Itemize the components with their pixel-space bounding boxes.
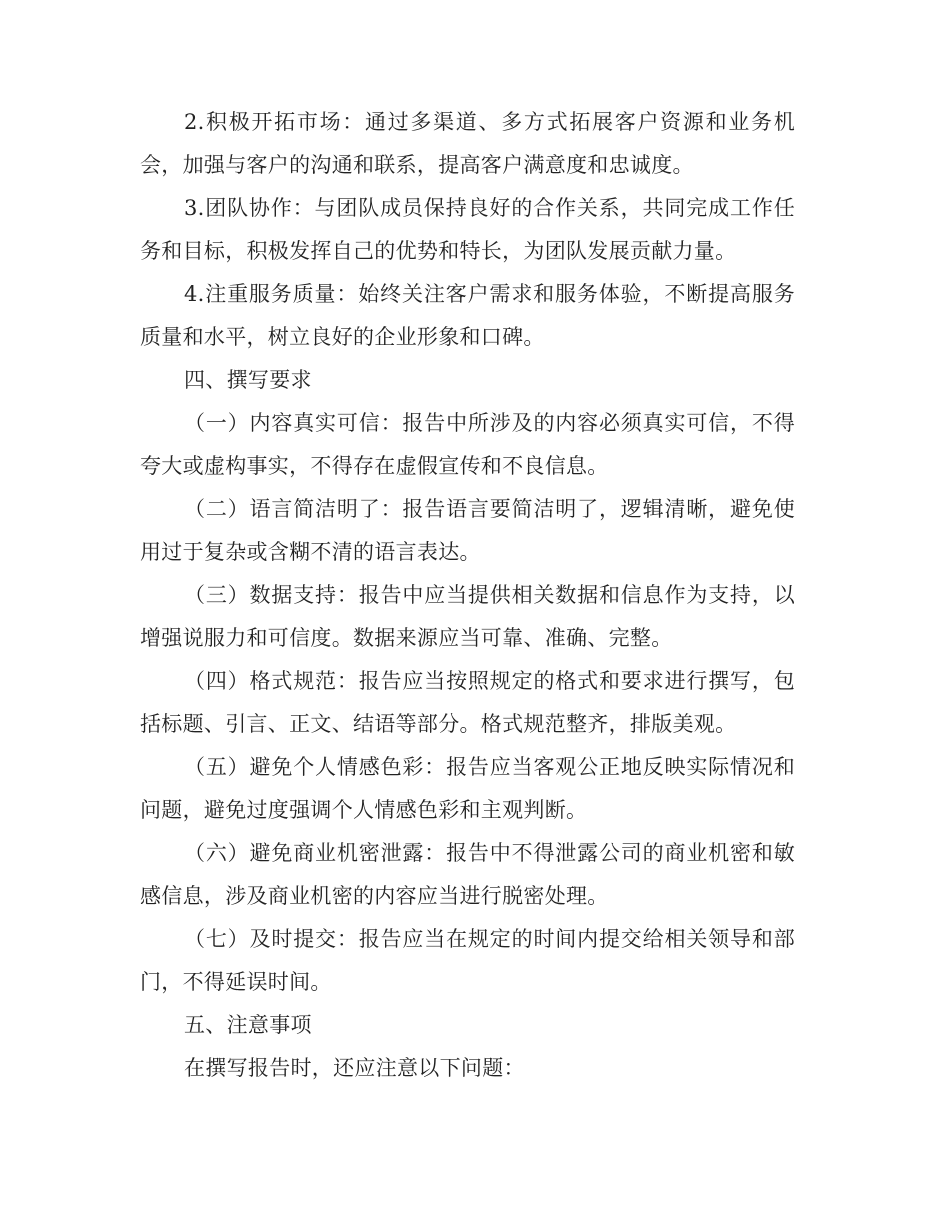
paragraph-notes-intro: 在撰写报告时，还应注意以下问题：	[184, 1056, 525, 1080]
section-heading-writing-requirements: 四、撰写要求	[184, 368, 312, 392]
paragraph-requirement-3: （三）数据支持：报告中应当提供相关数据和信息作为支持，以增强说服力和可信度。数据来源应当可靠、准确、完整。	[140, 583, 795, 650]
paragraph-team-collaboration: 3.团队协作：与团队成员保持良好的合作关系，共同完成工作任务和目标，积极发挥自己的优势和特长，为团队发展贡献力量。	[140, 196, 795, 263]
paragraph-market-expansion: 2.积极开拓市场：通过多渠道、多方式拓展客户资源和业务机会，加强与客户的沟通和联系，提高客户满意度和忠诚度。	[140, 110, 795, 177]
paragraph-requirement-1: （一）内容真实可信：报告中所涉及的内容必须真实可信，不得夸大或虚构事实，不得存在虚假宣传和不良信息。	[140, 411, 795, 478]
paragraph-requirement-5: （五）避免个人情感色彩：报告应当客观公正地反映实际情况和问题，避免过度强调个人情感色彩和主观判断。	[140, 755, 795, 822]
paragraph-service-quality: 4.注重服务质量：始终关注客户需求和服务体验，不断提高服务质量和水平，树立良好的企业形象和口碑。	[140, 282, 795, 349]
paragraph-requirement-6: （六）避免商业机密泄露：报告中不得泄露公司的商业机密和敏感信息，涉及商业机密的内容应当进行脱密处理。	[140, 841, 795, 908]
paragraph-requirement-4: （四）格式规范：报告应当按照规定的格式和要求进行撰写，包括标题、引言、正文、结语等部分。格式规范整齐，排版美观。	[140, 669, 795, 736]
document-body	[140, 101, 795, 1090]
section-heading-notes: 五、注意事项	[184, 1013, 312, 1037]
paragraph-requirement-7: （七）及时提交：报告应当在规定的时间内提交给相关领导和部门，不得延误时间。	[140, 927, 795, 994]
paragraph-requirement-2: （二）语言简洁明了：报告语言要简洁明了，逻辑清晰，避免使用过于复杂或含糊不清的语言表达。	[140, 497, 795, 564]
